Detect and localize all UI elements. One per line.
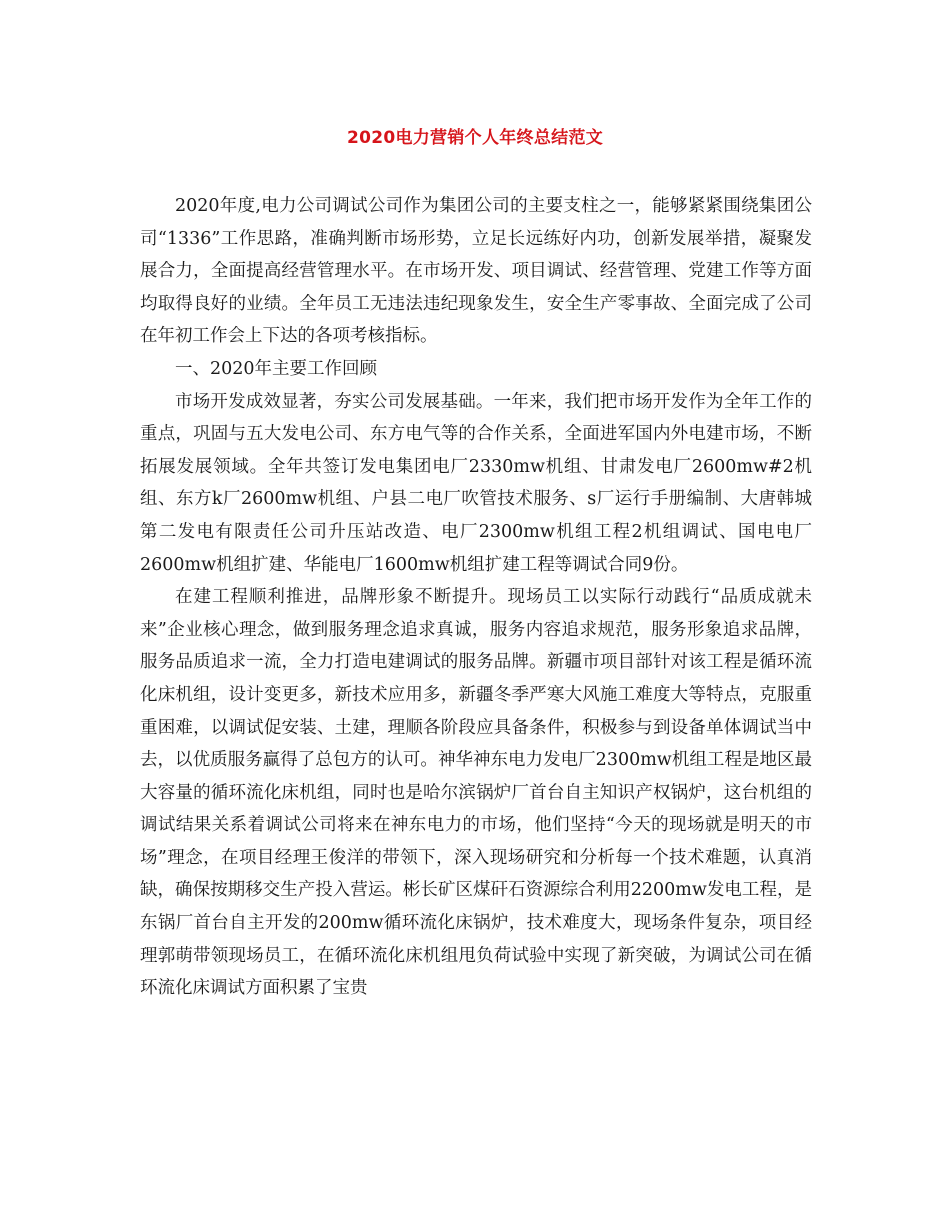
paragraph-market: 市场开发成效显著，夯实公司发展基础。一年来，我们把市场开发作为全年工作的重点，巩固与五大发电公司、东方电气等的合作关系，全面进军国内外电建市场，不断拓展发展领域。全年共签订发电集团电厂2330mw机组、甘肃发电厂2600mw#2机组、东方k厂2600mw机组、户县二电厂吹管技术服务、s厂运行手册编制、大唐韩城第二发电有限责任公司升压站改造、电厂2300mw机组工程2机组调试、国电电厂2600mw机组扩建、华能电厂1600mw机组扩建工程等调试合同9份。 (140, 391, 812, 575)
paragraph-intro: 2020年度,电力公司调试公司作为集团公司的主要支柱之一，能够紧紧围绕集团公司“1336”工作思路，准确判断市场形势，立足长远练好内功，创新发展举措，凝聚发展合力，全面提高经营管理水平。在市场开发、项目调试、经营管理、党建工作等方面均取得良好的业绩。全年员工无违法违纪现象发生，安全生产零事故、全面完成了公司在年初工作会上下达的各项考核指标。 (140, 196, 812, 347)
document-title: 2020电力营销个人年终总结范文 (346, 128, 604, 148)
document-body (140, 190, 812, 1005)
section-heading: 一、2020年主要工作回顾 (175, 358, 378, 379)
paragraph-projects: 在建工程顺利推进，品牌形象不断提升。现场员工以实际行动践行“品质成就未来”企业核心理念，做到服务理念追求真诚，服务内容追求规范，服务形象追求品牌，服务品质追求一流，全力打造电建调试的服务品牌。新疆市项目部针对该工程是循环流化床机组，设计变更多，新技术应用多，新疆冬季严寒大风施工难度大等特点，克服重重困难，以调试促安装、土建，理顺各阶段应具备条件，积极参与到设备单体调试当中去，以优质服务赢得了总包方的认可。神华神东电力发电厂2300mw机组工程是地区最大容量的循环流化床机组，同时也是哈尔滨锅炉厂首台自主知识产权锅炉，这台机组的调试结果关系着调试公司将来在神东电力的市场，他们坚持“今天的现场就是明天的市场”理念，在项目经理王俊洋的带领下，深入现场研究和分析每一个技术难题，认真消缺，确保按期移交生产投入营运。彬长矿区煤矸石资源综合利用2200mw发电工程，是东锅厂首台自主开发的200mw循环流化床锅炉，技术难度大，现场条件复杂，项目经理郭萌带领现场员工，在循环流化床机组甩负荷试验中实现了新突破，为调试公司在循环流化床调试方面积累了宝贵 (140, 587, 812, 999)
